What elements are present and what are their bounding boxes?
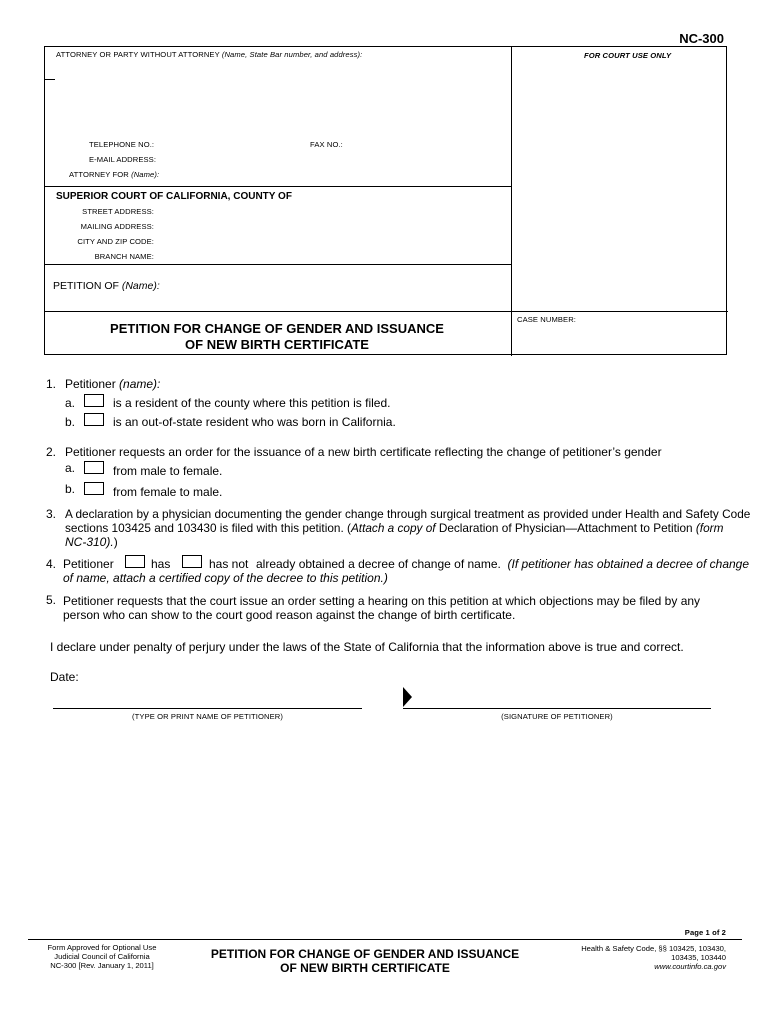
branch-label: BRANCH NAME:: [94, 252, 154, 261]
court-heading: SUPERIOR COURT OF CALIFORNIA, COUNTY OF: [56, 191, 292, 202]
item4-hasnot: has not: [209, 557, 249, 571]
form-title-line2: OF NEW BIRTH CERTIFICATE: [185, 337, 369, 352]
item1a-checkbox[interactable]: [84, 394, 104, 407]
title-divider: [45, 311, 728, 312]
signature-label: (SIGNATURE OF PETITIONER): [501, 712, 613, 721]
form-title-line1: PETITION FOR CHANGE OF GENDER AND ISSUANCE: [110, 321, 444, 336]
code-line2: 103435, 103440: [671, 953, 726, 962]
column-divider: [511, 47, 512, 356]
item2b-text: from female to male.: [113, 485, 223, 499]
page-number: Page 1 of 2: [684, 928, 726, 937]
case-number-label: CASE NUMBER:: [517, 315, 577, 324]
footer-title-line2: OF NEW BIRTH CERTIFICATE: [280, 961, 450, 975]
item4-number: 4.: [46, 557, 57, 571]
item3-line2: sections 103425 and 103430 is filed with this petition. (Attach a copy of Declaration of Physician—Attachment to Petition (form: [65, 521, 724, 535]
item1-text: Petitioner (name):: [65, 377, 161, 391]
item2b-letter: b.: [65, 482, 76, 496]
court-use-label: FOR COURT USE ONLY: [584, 51, 672, 60]
item4-has: has: [151, 557, 171, 571]
approved-line3: NC-300 [Rev. January 1, 2011]: [50, 961, 154, 970]
code-line1: Health & Safety Code, §§ 103425, 103430,: [581, 944, 726, 953]
item1b-checkbox[interactable]: [84, 413, 104, 426]
footer-title: [190, 947, 540, 975]
code-block: [581, 944, 726, 971]
attorney-for-label: ATTORNEY FOR (Name):: [69, 170, 160, 179]
item1a-letter: a.: [65, 396, 76, 410]
item2-text: Petitioner requests an order for the issuance of a new birth certificate reflecting the change of petitioner’s gender: [65, 445, 662, 459]
email-label: E-MAIL ADDRESS:: [89, 155, 157, 164]
date-label: Date:: [50, 670, 79, 684]
item4-has-checkbox[interactable]: [125, 555, 145, 568]
approved-block: [30, 943, 174, 970]
item3-line3: NC-310).): [65, 535, 118, 549]
item4-hasnot-checkbox[interactable]: [182, 555, 202, 568]
website-link[interactable]: www.courtinfo.ca.gov: [654, 962, 726, 971]
tick-mark: [45, 79, 55, 80]
item5-line2: person who can show to the court good reason against the change of birth certificate.: [63, 608, 516, 622]
declaration-text: I declare under penalty of perjury under the laws of the State of California that the information above is true and correct.: [50, 640, 684, 654]
attorney-label: ATTORNEY OR PARTY WITHOUT ATTORNEY (Name, State Bar number, and address):: [56, 50, 363, 59]
item3-line1: A declaration by a physician documenting the gender change through surgical treatment as provided under Health and Safety Code: [65, 507, 751, 521]
item5-line1: Petitioner requests that the court issue an order setting a hearing on this petition at which objections may be filed by any: [63, 594, 701, 608]
item5-number: 5.: [46, 593, 57, 607]
item1a-text: is a resident of the county where this petition is filed.: [113, 396, 391, 410]
item2a-letter: a.: [65, 461, 76, 475]
city-label: CITY AND ZIP CODE:: [77, 237, 154, 246]
print-name-label: (TYPE OR PRINT NAME OF PETITIONER): [132, 712, 283, 721]
mailing-label: MAILING ADDRESS:: [80, 222, 154, 231]
item4-petitioner: Petitioner: [63, 557, 114, 571]
item3-number: 3.: [46, 507, 57, 521]
item2a-text: from male to female.: [113, 464, 223, 478]
approved-line2: Judicial Council of California: [54, 952, 150, 961]
street-label: STREET ADDRESS:: [82, 207, 154, 216]
form-title: [44, 321, 510, 353]
court-petition-divider: [45, 264, 511, 265]
item4-note: of name, attach a certified copy of the decree to this petition.): [63, 571, 388, 585]
form-number: NC-300: [679, 31, 724, 46]
item1b-letter: b.: [65, 415, 76, 429]
item4-text: already obtained a decree of change of name. (If petitioner has obtained a decree of change: [256, 557, 750, 571]
petition-of-label: PETITION OF (Name):: [53, 280, 160, 292]
attorney-court-divider: [45, 186, 511, 187]
signature-arrow-icon: [403, 687, 412, 707]
approved-line1: Form Approved for Optional Use: [47, 943, 157, 952]
fax-label: FAX NO.:: [310, 140, 343, 149]
item1b-text: is an out-of-state resident who was born in California.: [113, 415, 396, 429]
footer-rule: [28, 939, 742, 940]
item2a-checkbox[interactable]: [84, 461, 104, 474]
print-name-line[interactable]: [53, 708, 362, 709]
item2-number: 2.: [46, 445, 57, 459]
item2b-checkbox[interactable]: [84, 482, 104, 495]
telephone-label: TELEPHONE NO.:: [89, 140, 155, 149]
item1-number: 1.: [46, 377, 57, 391]
footer-title-line1: PETITION FOR CHANGE OF GENDER AND ISSUANCE: [210, 947, 520, 961]
signature-line[interactable]: [403, 708, 711, 709]
